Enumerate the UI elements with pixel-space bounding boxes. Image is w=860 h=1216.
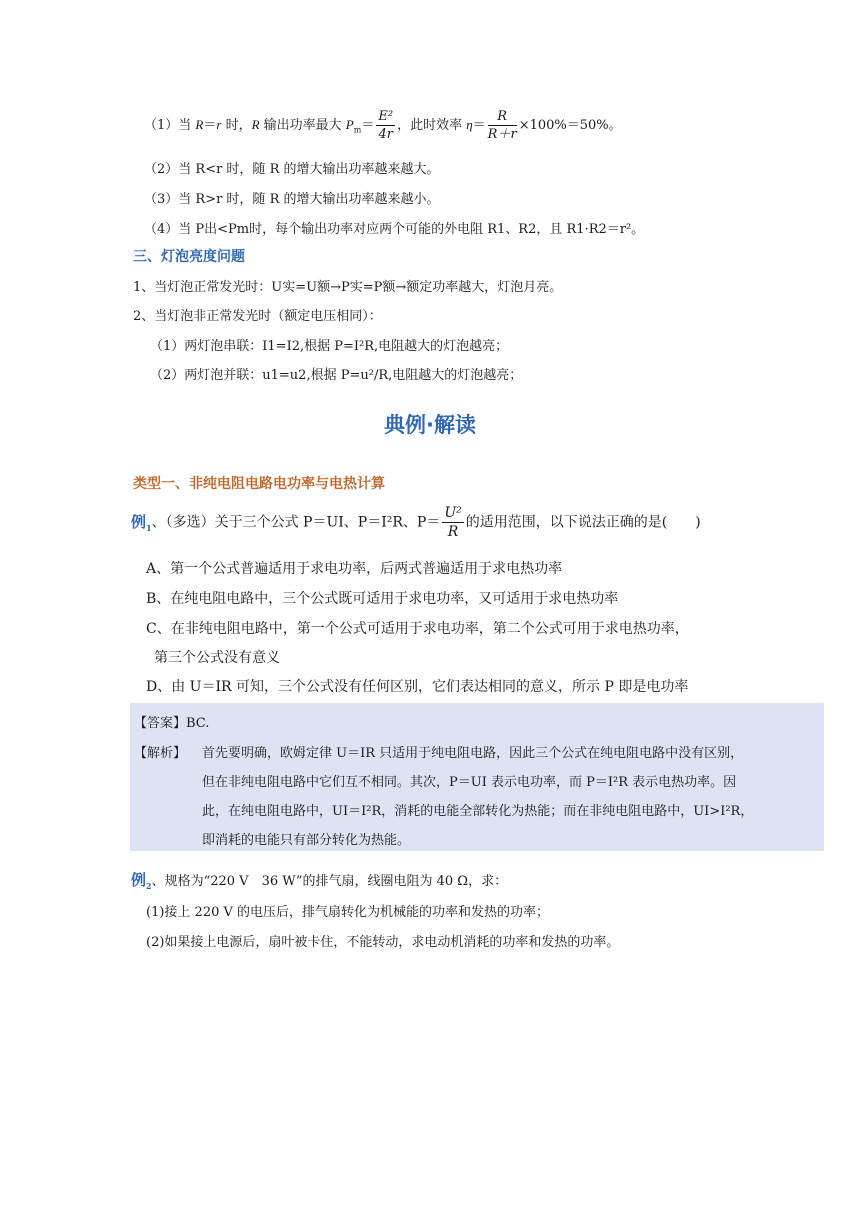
option-c-line1: C、在非纯电阻电路中，第一个公式可适用于求电功率，第二个公式可用于求电热功率， — [146, 621, 689, 637]
bulb-rule-1: 1、当灯泡正常发光时：U实=U额→P实=P额→额定功率越大，灯泡月亮。 — [133, 280, 563, 295]
explanation-line-3: 此，在纯电阻电路中，UI＝I²R，消耗的电能全部转化为热能；而在非纯电阻电路中，UI>I²R， — [202, 804, 754, 819]
option-a: A、第一个公式普遍适用于求电功率，后两式普遍适用于求电热功率 — [146, 561, 563, 577]
example-2-label: 例$_2$ — [131, 871, 152, 891]
condition-2: （2）当 R<r 时，随 R 的增大输出功率越来越大。 — [144, 162, 440, 177]
example-2-question: 例$_2$、规格为“220 V 36 W”的排气扇，线圈电阻为 40 Ω，求： — [131, 871, 508, 891]
explanation-line-1: 首先要明确，欧姆定律 U＝IR 只适用于纯电阻电路，因此三个公式在纯电阻电路中没有区别， — [202, 746, 744, 761]
condition-3: （3）当 R>r 时，随 R 的增大输出功率越来越小。 — [144, 192, 440, 207]
bulb-rule-2: 2、当灯泡非正常发光时（额定电压相同）： — [133, 309, 382, 324]
explanation-label: 【解析】 — [134, 746, 187, 761]
example-1-question: 例$_1$、（多选）关于三个公式 P＝UI、P＝I²R、P＝ $\frac{\text{U²}}{R}$ 的适用范围，以下说法正确的是( ) — [131, 505, 701, 540]
bulb-rule-2b: （2）两灯泡并联：u1=u2,根据 P=u²/R,电阻越大的灯泡越亮； — [150, 368, 523, 383]
example-1-label: 例$_1$ — [131, 512, 152, 533]
explanation-line-4: 即消耗的电能只有部分转化为热能。 — [202, 833, 411, 848]
option-d: D、由 U＝IR 可知，三个公式没有任何区别，它们表达相同的意义，所示 P 即是电功率 — [146, 679, 689, 695]
answer-text: BC. — [186, 716, 210, 731]
condition-4: （4）当 P出<Pm时，每个输出功率对应两个可能的外电阻 R1、R2，且 R1·R2＝r²。 — [144, 222, 645, 237]
power-fraction: $\frac{\text{U²}}{R}$ — [444, 505, 462, 540]
explanation-line-2: 但在非纯电阻电路中它们互不相同。其次，P＝UI 表示电功率，而 P＝I²R 表示电热功率。因 — [202, 775, 737, 790]
section-3-heading: 三、灯泡亮度问题 — [133, 249, 245, 265]
condition-1: （1）当 R＝r 时，R 输出功率最大 $P_m=$ $\frac{\text{E²}}{4r}$ ，此时效率 η＝ $\frac{R}{R+r}$ ×100%＝50%。 — [144, 109, 622, 142]
type-1-heading: 类型一、非纯电阻电路电功率与电热计算 — [133, 476, 385, 492]
bulb-rule-2a: （1）两灯泡串联：I1=I2,根据 P=I²R,电阻越大的灯泡越亮； — [150, 339, 509, 354]
answer-label: 【答案】 — [134, 716, 187, 731]
max-power-fraction: $\frac{\text{E²}}{4r}$ — [378, 109, 394, 142]
example-2-part-2: (2)如果接上电源后，扇叶被卡住，不能转动，求电动机消耗的功率和发热的功率。 — [146, 935, 620, 950]
efficiency-fraction: $\frac{R}{R+r}$ — [487, 109, 517, 142]
option-b: B、在纯电阻电路中，三个公式既可适用于求电功率，又可适用于求电热功率 — [146, 591, 619, 607]
page-title: 典例·解读 — [384, 413, 476, 437]
example-2-part-1: (1)接上 220 V 的电压后，排气扇转化为机械能的功率和发热的功率； — [146, 905, 550, 920]
option-c-line2: 第三个公式没有意义 — [154, 650, 280, 666]
answer-line — [134, 712, 209, 731]
